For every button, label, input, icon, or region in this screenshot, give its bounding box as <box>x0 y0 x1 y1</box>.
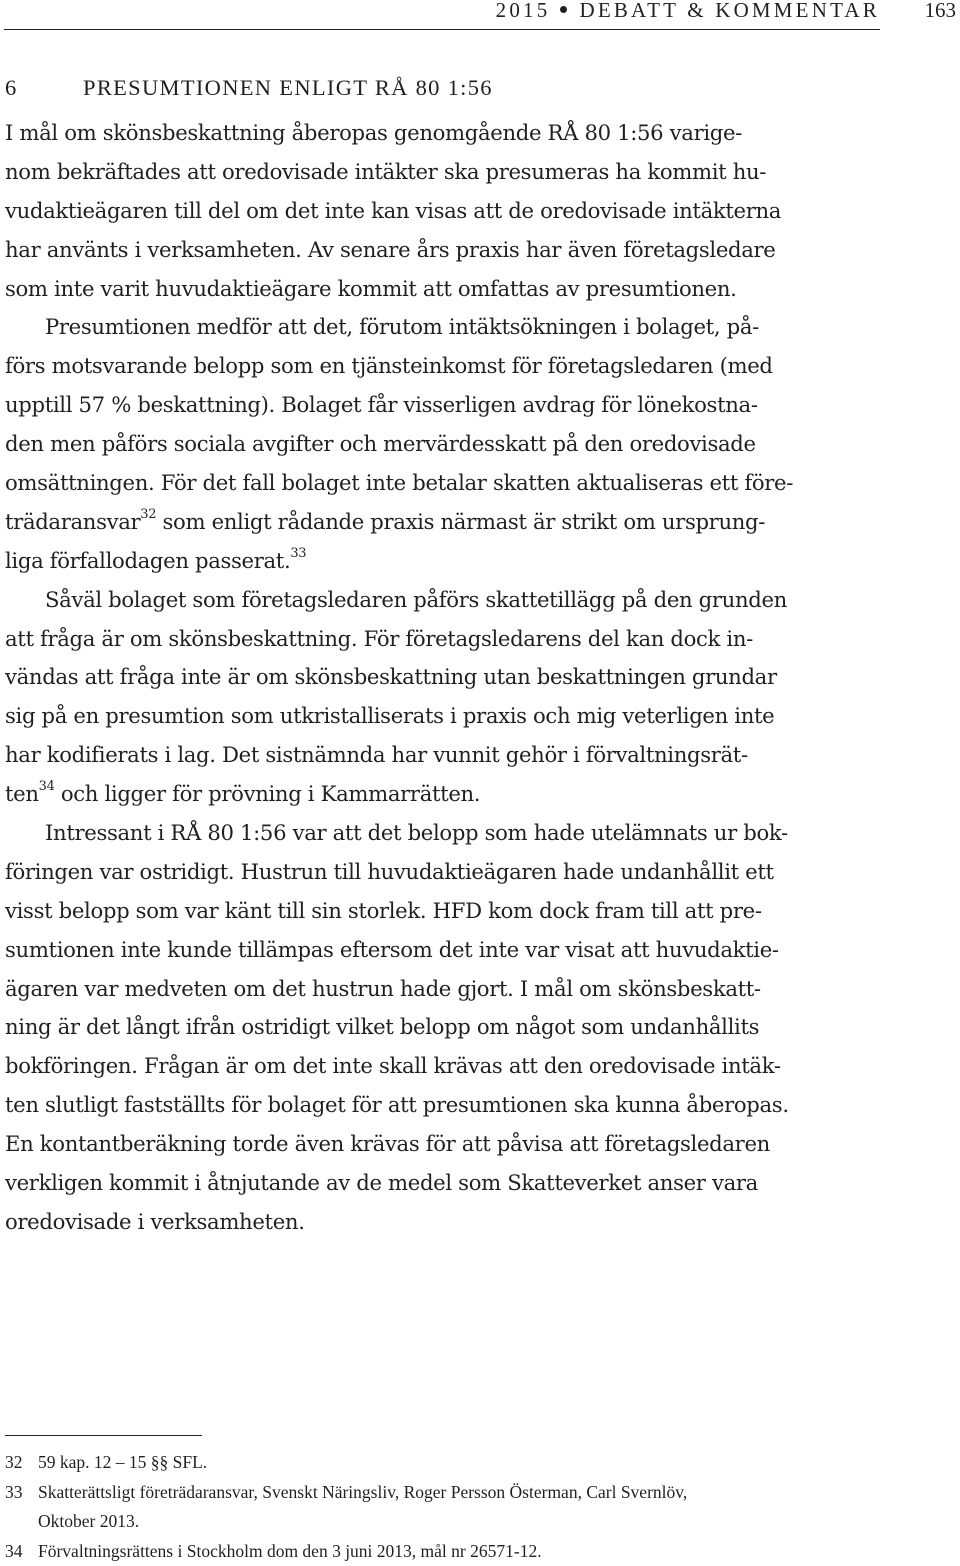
body-text <box>5 114 881 1242</box>
footnotes <box>5 1448 881 1566</box>
footnote-text: Skatterättsligt företrädaransvar, Svenskt Näringsliv, Roger Persson Österman, Carl Svernlöv, <box>38 1478 881 1508</box>
body-line: Intressant i RÅ 80 1:56 var att det belopp som hade utelämnats ur bok- <box>5 814 881 853</box>
body-line: som inte varit huvudaktieägare kommit att omfattas av presumtionen. <box>5 270 881 309</box>
body-line: vändas att fråga inte är om skönsbeskattning utan beskattningen grundar <box>5 658 881 697</box>
header-rule <box>4 29 880 30</box>
body-text-fragment: ten <box>5 781 39 806</box>
body-line: I mål om skönsbeskattning åberopas genomgående RÅ 80 1:56 varige- <box>5 114 881 153</box>
section-heading <box>5 75 493 101</box>
body-line: vudaktieägaren till del om det inte kan visas att de oredovisade intäkterna <box>5 192 881 231</box>
body-line: omsättningen. För det fall bolaget inte betalar skatten aktualiseras ett före- <box>5 464 881 503</box>
footnote-ref-32[interactable]: 32 <box>140 507 156 522</box>
header-section: DEBATT & KOMMENTAR <box>579 0 880 22</box>
body-line: sig på en presumtion som utkristalliserats i praxis och mig veterligen inte <box>5 697 881 736</box>
page-number: 163 <box>925 0 957 23</box>
running-head <box>0 0 960 24</box>
body-line: ning är det långt ifrån ostridigt vilket belopp om något som undanhållits <box>5 1008 881 1047</box>
body-line: förs motsvarande belopp som en tjänsteinkomst för företagsledaren (med <box>5 347 881 386</box>
footnote-number: 34 <box>5 1537 23 1566</box>
footnote-ref-34[interactable]: 34 <box>39 779 55 794</box>
footnote-number: 32 <box>5 1448 23 1478</box>
running-title <box>496 0 880 23</box>
header-year: 2015 <box>496 0 551 22</box>
body-line: En kontantberäkning torde även krävas för att påvisa att företagsledaren <box>5 1125 881 1164</box>
body-line: ägaren var medveten om det hustrun hade gjort. I mål om skönsbeskatt- <box>5 970 881 1009</box>
body-line-with-footnote <box>5 503 881 542</box>
body-line: Såväl bolaget som företagsledaren påförs skattetillägg på den grunden <box>5 581 881 620</box>
body-line: bokföringen. Frågan är om det inte skall krävas att den oredovisade intäk- <box>5 1047 881 1086</box>
body-line: att fråga är om skönsbeskattning. För företagsledarens del kan dock in- <box>5 620 881 659</box>
footnote-text-continued: Oktober 2013. <box>38 1507 881 1537</box>
footnote-number: 33 <box>5 1478 23 1508</box>
body-line: nom bekräftades att oredovisade intäkter ska presumeras ha kommit hu- <box>5 153 881 192</box>
body-text-fragment: och ligger för prövning i Kammarrätten. <box>55 781 481 806</box>
footnote-text: 59 kap. 12 – 15 §§ SFL. <box>38 1448 881 1478</box>
body-line: har använts i verksamheten. Av senare års praxis har även företagsledare <box>5 231 881 270</box>
footnote-34 <box>5 1537 881 1566</box>
body-line: upptill 57 % beskattning). Bolaget får visserligen avdrag för lönekostna- <box>5 386 881 425</box>
body-line-with-footnote <box>5 775 881 814</box>
body-text-fragment: liga förfallodagen passerat. <box>5 548 290 573</box>
section-title: PRESUMTIONEN ENLIGT RÅ 80 1:56 <box>83 75 493 100</box>
section-number: 6 <box>5 75 83 101</box>
body-line: verkligen kommit i åtnjutande av de medel som Skatteverket anser vara <box>5 1164 881 1203</box>
body-text-fragment: trädaransvar <box>5 509 140 534</box>
body-line-with-footnote <box>5 542 881 581</box>
bullet-separator-icon <box>560 6 567 13</box>
body-line: visst belopp som var känt till sin storlek. HFD kom dock fram till att pre- <box>5 892 881 931</box>
body-line: föringen var ostridigt. Hustrun till huvudaktieägaren hade undanhållit ett <box>5 853 881 892</box>
footnote-text: Förvaltningsrättens i Stockholm dom den 3 juni 2013, mål nr 26571-12. <box>38 1537 881 1566</box>
body-line: den men påförs sociala avgifter och mervärdesskatt på den oredovisade <box>5 425 881 464</box>
footnote-33 <box>5 1478 881 1537</box>
body-line: har kodifierats i lag. Det sistnämnda har vunnit gehör i förvaltningsrät- <box>5 736 881 775</box>
footnote-32 <box>5 1448 881 1478</box>
body-line: ten slutligt fastställts för bolaget för att presumtionen ska kunna åberopas. <box>5 1086 881 1125</box>
footnote-rule <box>5 1435 202 1436</box>
body-text-fragment: som enligt rådande praxis närmast är strikt om ursprung- <box>156 509 765 534</box>
body-line: sumtionen inte kunde tillämpas eftersom det inte var visat att huvudaktie- <box>5 931 881 970</box>
body-line: oredovisade i verksamheten. <box>5 1203 881 1242</box>
footnote-ref-33[interactable]: 33 <box>290 546 306 561</box>
body-line: Presumtionen medför att det, förutom intäktsökningen i bolaget, på- <box>5 308 881 347</box>
